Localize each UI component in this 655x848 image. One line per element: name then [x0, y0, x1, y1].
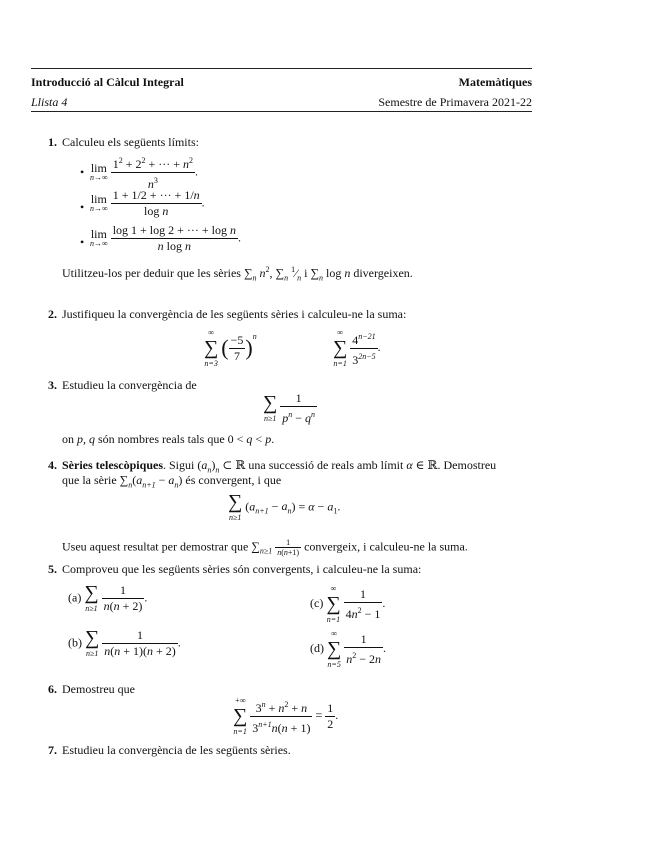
series-2b: ∞ ∑ n=1 $\frac{4^{n-21}}{3^{2n-5}}$ . — [333, 328, 381, 368]
subject-title: Matemàtiques — [458, 75, 532, 89]
course-title: Introducció al Càlcul Integral — [31, 75, 184, 89]
series-5c: (c) ∞ ∑ n=1 $\frac{1}{4n^2 - 1}$ . — [310, 584, 386, 624]
problem-1-text: Calculeu els següents límits: — [62, 135, 199, 149]
series-5b: (b) ∑ n≥1 $\frac{1}{n(n + 1)(n + 2)}$ . — [68, 627, 181, 658]
problem-3-number: 3. — [48, 378, 57, 392]
series-5d: (d) ∞ ∑ n=5 $\frac{1}{n^2 - 2n}$ . — [310, 629, 387, 669]
problem-7-text: Estudieu la convergència de les següents sèries. — [62, 743, 291, 757]
problem-4-line1: Sèries telescòpiques. Sigui $(a_n)_n$ ⊂ ℝ una successió de reals amb límit α ∈ ℝ. Demostreu — [62, 458, 497, 475]
problem-7-number: 7. — [48, 743, 57, 757]
series-3: ∑ n≥1 $\frac{1}{p^n - q^n}$ — [263, 391, 316, 425]
series-2a: ∞ ∑ n=3 ( $\frac{-5}{7}$ )$^n$ — [204, 328, 257, 368]
problem-4-after: Useu aquest resultat per demostrar que $\sum_{n\ge 1}$ $\frac{1}{n(n+1)}$ convergeix, i calculeu-ne la suma. — [62, 538, 468, 557]
problem-2-text: Justifiqueu la convergència de les següents sèries i calculeu-ne la suma: — [62, 307, 407, 321]
list-label: Llista 4 — [31, 95, 68, 109]
series-5a: (a) ∑ n≥1 $\frac{1}{n(n + 2)}$ . — [68, 582, 148, 613]
series-6-identity: +∞ ∑ n=1 $\frac{3^n + n^2 + n}{3^{n+1}n(n + 1)}$ = $\frac{1}{2}$ . — [233, 696, 339, 736]
problem-6-number: 6. — [48, 682, 57, 696]
semester-label: Semestre de Primavera 2021-22 — [378, 95, 532, 109]
telescopic-identity: ∑ n≥1 $(a_{n+1} - a_n) = \alpha - a_1$. — [228, 491, 341, 522]
top-rule — [31, 68, 532, 69]
problem-5-number: 5. — [48, 562, 57, 576]
problem-4-number: 4. — [48, 458, 57, 472]
bullet: • — [80, 165, 85, 179]
problem-2-number: 2. — [48, 307, 57, 321]
problem-5-text: Comproveu que les següents sèries són convergents, i calculeu-ne la suma: — [62, 562, 422, 576]
problem-1-after: Utilitzeu-los per deduir que les sèries $\sum_n$ $n^2$, $\sum_n$ $^1⁄_n$ i $\sum_n$ log n divergeixen. — [62, 265, 413, 283]
problem-4-line2: que la sèrie $\sum_n(a_{n+1} - a_n)$ és convergent, i que — [62, 473, 282, 490]
bullet: • — [80, 235, 85, 249]
problem-3-after: on p, q són nombres reals tals que 0 < q < p. — [62, 432, 275, 446]
problem-3-text: Estudieu la convergència de — [62, 378, 197, 392]
limit-1: lim n→∞ $\frac{1^2 + 2^2 + \cdot\cdot\cdot + n^2}{n^3}$ . — [90, 153, 198, 192]
problem-1-number: 1. — [48, 135, 57, 149]
limit-2: lim n→∞ $\frac{1 + 1/2 + \cdot\cdot\cdot + 1/n}{\text{log n}}$ . — [90, 188, 205, 218]
problem-6-text: Demostreu que — [62, 682, 135, 696]
bullet: • — [80, 200, 85, 214]
limit-3: lim n→∞ $\frac{\text{log 1 + log 2 + ··· + log n}}{\text{n log n}}$ . — [90, 223, 241, 253]
header-rule — [31, 111, 532, 112]
